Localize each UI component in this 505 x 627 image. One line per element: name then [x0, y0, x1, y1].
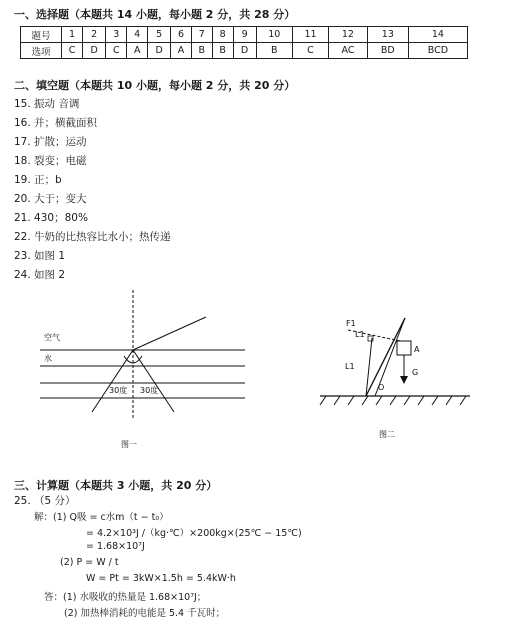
list-item: 24. 如图 2	[14, 269, 66, 281]
table-cell: 10	[256, 27, 292, 43]
table-cell: 9	[233, 27, 256, 43]
list-item: 15. 振动 音调	[14, 98, 80, 110]
table-cell: 8	[212, 27, 233, 43]
label-air: 空气	[44, 333, 60, 342]
table-cell: B	[212, 43, 233, 59]
section1-heading: 一、选择题（本题共 14 小题，每小题 2 分，共 28 分）	[14, 8, 296, 21]
table-cell: BCD	[408, 43, 467, 59]
ground-hatch	[320, 396, 466, 405]
row-header-label: 题号	[21, 27, 62, 43]
list-item: 18. 裂变；电磁	[14, 155, 87, 167]
table-cell: 13	[367, 27, 408, 43]
table-cell: 1	[62, 27, 83, 43]
gravity-arrow	[400, 376, 408, 384]
table-cell: 11	[292, 27, 328, 43]
angle-left-label: 30度	[109, 386, 128, 395]
weight-block	[397, 341, 411, 355]
table-cell: AC	[329, 43, 368, 59]
label-water: 水	[44, 354, 52, 363]
table-cell: C	[62, 43, 83, 59]
list-item: 17. 扩散；运动	[14, 136, 87, 148]
table-cell: A	[127, 43, 148, 59]
table-cell: 12	[329, 27, 368, 43]
label-g: G	[412, 368, 419, 377]
section2-heading: 二、填空题（本题共 10 小题，每小题 2 分，共 20 分）	[14, 79, 296, 92]
table-cell: D	[233, 43, 256, 59]
answer-line: (2) 加热棒消耗的电能是 5.4 千瓦时；	[64, 608, 226, 619]
table-cell: A	[171, 43, 192, 59]
label-a: A	[414, 345, 420, 354]
table-cell: 2	[83, 27, 106, 43]
solution-line: = 4.2×10³J /（kg·℃）×200kg×(25℃ − 15℃)	[86, 528, 302, 539]
table-cell: D	[83, 43, 106, 59]
list-item: 23. 如图 1	[14, 250, 66, 262]
label-l1: L1	[345, 362, 355, 371]
label-f1: F1	[346, 319, 356, 328]
table-cell: 14	[408, 27, 467, 43]
table-cell: C	[292, 43, 328, 59]
figure2-caption: 图二	[379, 430, 395, 439]
table-cell: 7	[191, 27, 212, 43]
solution-line: = 1.68×10⁷J	[86, 541, 145, 552]
lever	[366, 318, 405, 396]
angle-right-label: 30度	[140, 386, 159, 395]
arm-l1	[366, 338, 372, 396]
table-cell: B	[191, 43, 212, 59]
solution-line: 解：(1) Q吸 = c水m（t − t₀）	[34, 512, 169, 523]
table-cell: D	[148, 43, 171, 59]
table-cell: BD	[367, 43, 408, 59]
list-item: 22. 牛奶的比热容比水小；热传递	[14, 231, 171, 243]
list-item: 20. 大于；变大	[14, 193, 87, 205]
table-cell: B	[256, 43, 292, 59]
list-item: 16. 并；横截面积	[14, 117, 98, 129]
table-cell: 5	[148, 27, 171, 43]
table-cell: 3	[106, 27, 127, 43]
question-25: 25. （5 分）	[14, 495, 76, 507]
figure1-caption: 图一	[121, 440, 137, 449]
row-answer-label: 选项	[21, 43, 62, 59]
solution-line: W = Pt = 3kW×1.5h = 5.4kW·h	[86, 573, 236, 584]
label-l1-top: L1	[355, 330, 365, 339]
list-item: 19. 正；b	[14, 174, 62, 186]
answer-line: 答：(1) 水吸收的热量是 1.68×10⁷J；	[44, 592, 207, 603]
section3-heading: 三、计算题（本题共 3 小题，共 20 分）	[14, 479, 218, 492]
list-item: 21. 430；80%	[14, 212, 88, 224]
table-cell: 4	[127, 27, 148, 43]
table-cell: 6	[171, 27, 192, 43]
solution-line: (2) P = W / t	[60, 557, 119, 568]
table-cell: C	[106, 43, 127, 59]
label-o: O	[378, 383, 385, 392]
